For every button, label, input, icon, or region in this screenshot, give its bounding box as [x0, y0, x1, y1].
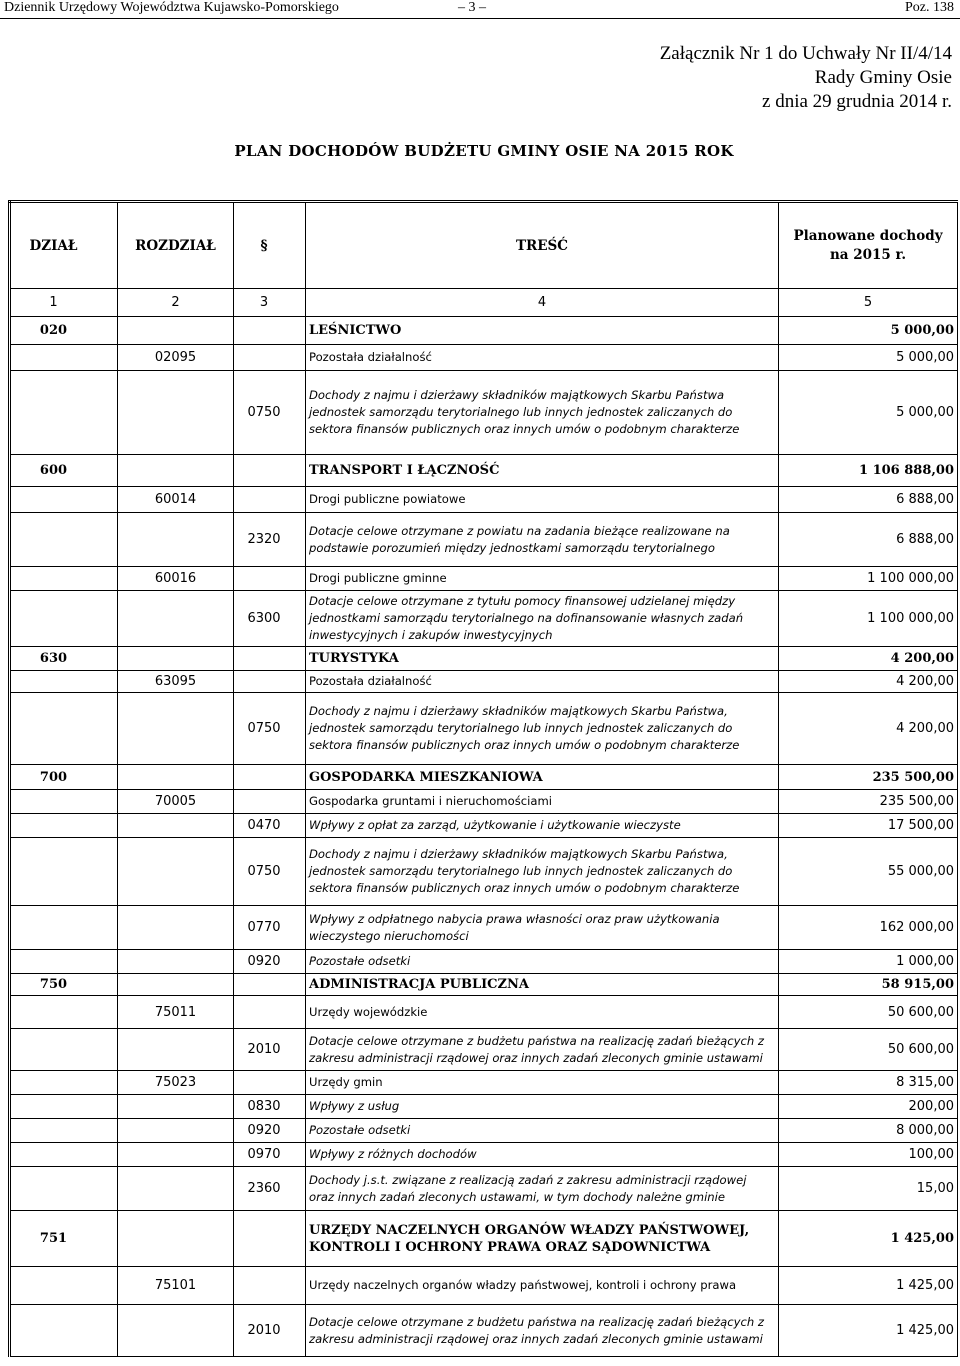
paragraph-cell — [234, 1071, 306, 1095]
text-cell: Drogi publiczne powiatowe — [306, 487, 779, 513]
paragraph-cell: 2360 — [234, 1167, 306, 1211]
position-number: Poz. 138 — [905, 0, 954, 15]
text-cell: Dotacje celowe otrzymane z tytułu pomocy finansowej udzielanej między jednostkami samorządu terytorialnego na dofinansowanie własnych zadań inwestycyjnych i zakupów inwestycyjnych — [306, 591, 779, 647]
dzial-cell — [10, 671, 118, 693]
table-row-par — [10, 1095, 958, 1119]
amount-cell: 162 000,00 — [779, 906, 958, 950]
rozdzial-cell: 70005 — [118, 790, 234, 814]
annex-line-2: Rady Gminy Osie — [814, 67, 952, 88]
amount-cell: 4 200,00 — [779, 647, 958, 671]
text-cell: Dochody z najmu i dzierżawy składników majątkowych Skarbu Państwa jednostek samorządu terytorialnego lub innych jednostek zaliczanych do sektora finansów publicznych oraz innych umów o podobnym charakterze — [306, 371, 779, 455]
rozdzial-cell: 02095 — [118, 345, 234, 371]
header-dzial: DZIAŁ — [10, 202, 118, 289]
table-row-dzial — [10, 1211, 958, 1267]
text-cell: Wpływy z opłat za zarząd, użytkowanie i użytkowanie wieczyste — [306, 814, 779, 838]
table-row-dzial — [10, 765, 958, 790]
table-row-par — [10, 693, 958, 765]
table-row-rozdzial — [10, 996, 958, 1029]
table-row-rozdzial — [10, 487, 958, 513]
rozdzial-cell: 60016 — [118, 567, 234, 591]
table-row-par — [10, 371, 958, 455]
table-row-par — [10, 838, 958, 906]
rozdzial-cell — [118, 591, 234, 647]
dzial-cell — [10, 1305, 118, 1357]
column-number: 5 — [779, 289, 958, 317]
header-tresc: TREŚĆ — [306, 202, 779, 289]
amount-cell: 1 425,00 — [779, 1211, 958, 1267]
paragraph-cell — [234, 996, 306, 1029]
table-row-dzial — [10, 647, 958, 671]
paragraph-cell — [234, 765, 306, 790]
dzial-cell — [10, 1029, 118, 1071]
paragraph-cell — [234, 671, 306, 693]
paragraph-cell: 2010 — [234, 1029, 306, 1071]
table-row-par — [10, 950, 958, 974]
amount-cell: 5 000,00 — [779, 345, 958, 371]
amount-cell: 1 425,00 — [779, 1305, 958, 1357]
text-cell: Dochody z najmu i dzierżawy składników majątkowych Skarbu Państwa, jednostek samorządu terytorialnego lub innych jednostek zaliczanych do sektora finansów publicznych oraz innych umów o podobnym charakterze — [306, 838, 779, 906]
text-cell: URZĘDY NACZELNYCH ORGANÓW WŁADZY PAŃSTWOWEJ, KONTROLI I OCHRONY PRAWA ORAZ SĄDOWNICTWA — [306, 1211, 779, 1267]
table-row-rozdzial — [10, 567, 958, 591]
text-cell: Dotacje celowe otrzymane z powiatu na zadania bieżące realizowane na podstawie porozumień między jednostkami samorządu terytorialnego — [306, 513, 779, 567]
rozdzial-cell — [118, 371, 234, 455]
dzial-cell — [10, 814, 118, 838]
column-number: 1 — [10, 289, 118, 317]
dzial-cell — [10, 906, 118, 950]
column-number: 4 — [306, 289, 779, 317]
table-header-row — [10, 202, 958, 289]
document-title: PLAN DOCHODÓW BUDŻETU GMINY OSIE NA 2015 ROK — [234, 142, 734, 160]
annex-line-1: Załącznik Nr 1 do Uchwały Nr II/4/14 — [659, 43, 952, 64]
paragraph-cell — [234, 1267, 306, 1305]
rozdzial-cell — [118, 1119, 234, 1143]
paragraph-cell — [234, 1211, 306, 1267]
amount-cell: 5 000,00 — [779, 371, 958, 455]
dzial-cell — [10, 1095, 118, 1119]
rozdzial-cell — [118, 1143, 234, 1167]
rozdzial-cell — [118, 455, 234, 487]
paragraph-cell: 6300 — [234, 591, 306, 647]
text-cell: Drogi publiczne gminne — [306, 567, 779, 591]
amount-cell: 8 000,00 — [779, 1119, 958, 1143]
dzial-cell — [10, 996, 118, 1029]
dzial-cell: 630 — [10, 647, 118, 671]
text-cell: ADMINISTRACJA PUBLICZNA — [306, 974, 779, 996]
amount-cell: 4 200,00 — [779, 671, 958, 693]
dzial-cell: 600 — [10, 455, 118, 487]
text-cell: Dotacje celowe otrzymane z budżetu państwa na realizację zadań bieżących z zakresu administracji rządowej oraz innych zadań zleconych gminie ustawami — [306, 1305, 779, 1357]
dzial-cell — [10, 513, 118, 567]
table-row-par — [10, 1143, 958, 1167]
rozdzial-cell — [118, 765, 234, 790]
rozdzial-cell — [118, 513, 234, 567]
table-row-par — [10, 591, 958, 647]
rozdzial-cell — [118, 1305, 234, 1357]
amount-cell: 1 425,00 — [779, 1267, 958, 1305]
dzial-cell — [10, 371, 118, 455]
header-rule — [0, 18, 960, 19]
amount-cell: 8 315,00 — [779, 1071, 958, 1095]
dzial-cell — [10, 567, 118, 591]
annex-block — [660, 42, 952, 114]
text-cell: Urzędy naczelnych organów władzy państwowej, kontroli i ochrony prawa — [306, 1267, 779, 1305]
dzial-cell — [10, 487, 118, 513]
rozdzial-cell — [118, 814, 234, 838]
amount-cell: 200,00 — [779, 1095, 958, 1119]
amount-cell: 1 100 000,00 — [779, 591, 958, 647]
rozdzial-cell — [118, 1211, 234, 1267]
amount-cell: 15,00 — [779, 1167, 958, 1211]
table-row-rozdzial — [10, 671, 958, 693]
table-row-dzial — [10, 317, 958, 345]
text-cell: TURYSTYKA — [306, 647, 779, 671]
table-body — [10, 317, 958, 1357]
header-rozdzial: ROZDZIAŁ — [118, 202, 234, 289]
rozdzial-cell — [118, 1095, 234, 1119]
paragraph-cell — [234, 567, 306, 591]
text-cell: Urzędy wojewódzkie — [306, 996, 779, 1029]
dzial-cell: 750 — [10, 974, 118, 996]
text-cell: Dochody z najmu i dzierżawy składników majątkowych Skarbu Państwa, jednostek samorządu terytorialnego lub innych jednostek zaliczanych do sektora finansów publicznych oraz innych umów o podobnym charakterze — [306, 693, 779, 765]
table-row-par — [10, 513, 958, 567]
table-row-par — [10, 1167, 958, 1211]
text-cell: Dotacje celowe otrzymane z budżetu państwa na realizację zadań bieżących z zakresu administracji rządowej oraz innych zadań zleconych gminie ustawami — [306, 1029, 779, 1071]
paragraph-cell: 0750 — [234, 838, 306, 906]
dzial-cell — [10, 693, 118, 765]
table-row-rozdzial — [10, 1267, 958, 1305]
amount-cell: 100,00 — [779, 1143, 958, 1167]
annex-line-3: z dnia 29 grudnia 2014 r. — [762, 91, 952, 112]
dzial-cell — [10, 790, 118, 814]
rozdzial-cell — [118, 1167, 234, 1211]
column-number: 2 — [118, 289, 234, 317]
rozdzial-cell — [118, 974, 234, 996]
paragraph-cell: 0750 — [234, 371, 306, 455]
paragraph-cell: 2010 — [234, 1305, 306, 1357]
rozdzial-cell — [118, 950, 234, 974]
paragraph-cell: 0970 — [234, 1143, 306, 1167]
amount-cell: 17 500,00 — [779, 814, 958, 838]
paragraph-cell: 0470 — [234, 814, 306, 838]
paragraph-cell — [234, 790, 306, 814]
rozdzial-cell — [118, 1029, 234, 1071]
dzial-cell — [10, 1119, 118, 1143]
page-marker: – 3 – — [458, 0, 486, 15]
paragraph-cell: 0830 — [234, 1095, 306, 1119]
text-cell: TRANSPORT I ŁĄCZNOŚĆ — [306, 455, 779, 487]
rozdzial-cell: 75011 — [118, 996, 234, 1029]
rozdzial-cell — [118, 693, 234, 765]
column-number: 3 — [234, 289, 306, 317]
rozdzial-cell: 75101 — [118, 1267, 234, 1305]
text-cell: GOSPODARKA MIESZKANIOWA — [306, 765, 779, 790]
dzial-cell: 700 — [10, 765, 118, 790]
paragraph-cell — [234, 345, 306, 371]
table-row-rozdzial — [10, 345, 958, 371]
journal-name: Dziennik Urzędowy Województwa Kujawsko-Pomorskiego — [4, 0, 339, 15]
paragraph-cell: 0770 — [234, 906, 306, 950]
header-paragraph: § — [234, 202, 306, 289]
paragraph-cell — [234, 647, 306, 671]
paragraph-cell: 0920 — [234, 950, 306, 974]
table-row-par — [10, 1305, 958, 1357]
amount-cell: 5 000,00 — [779, 317, 958, 345]
table-row-par — [10, 1119, 958, 1143]
dzial-cell — [10, 1267, 118, 1305]
text-cell: Urzędy gmin — [306, 1071, 779, 1095]
paragraph-cell — [234, 487, 306, 513]
dzial-cell: 751 — [10, 1211, 118, 1267]
rozdzial-cell — [118, 906, 234, 950]
column-number-row — [10, 289, 958, 317]
paragraph-cell — [234, 455, 306, 487]
table-row-rozdzial — [10, 1071, 958, 1095]
amount-cell: 55 000,00 — [779, 838, 958, 906]
table-row-par — [10, 906, 958, 950]
rozdzial-cell — [118, 317, 234, 345]
amount-cell: 6 888,00 — [779, 487, 958, 513]
budget-table — [8, 200, 958, 1357]
paragraph-cell — [234, 317, 306, 345]
dzial-cell — [10, 1071, 118, 1095]
amount-cell: 58 915,00 — [779, 974, 958, 996]
amount-cell: 4 200,00 — [779, 693, 958, 765]
text-cell: Wpływy z odpłatnego nabycia prawa własności oraz praw użytkowania wieczystego nieruchomości — [306, 906, 779, 950]
paragraph-cell: 2320 — [234, 513, 306, 567]
text-cell: Dochody j.s.t. związane z realizacją zadań z zakresu administracji rządowej oraz innych zadań zleconych ustawami, w tym dochody należne gminie — [306, 1167, 779, 1211]
text-cell: Wpływy z różnych dochodów — [306, 1143, 779, 1167]
text-cell: Pozostała działalność — [306, 345, 779, 371]
table-row-dzial — [10, 974, 958, 996]
rozdzial-cell: 63095 — [118, 671, 234, 693]
text-cell: Gospodarka gruntami i nieruchomościami — [306, 790, 779, 814]
amount-cell: 6 888,00 — [779, 513, 958, 567]
rozdzial-cell — [118, 838, 234, 906]
amount-cell: 1 000,00 — [779, 950, 958, 974]
dzial-cell — [10, 1167, 118, 1211]
amount-cell: 235 500,00 — [779, 765, 958, 790]
amount-cell: 235 500,00 — [779, 790, 958, 814]
dzial-cell — [10, 838, 118, 906]
dzial-cell — [10, 345, 118, 371]
text-cell: Pozostałe odsetki — [306, 950, 779, 974]
paragraph-cell: 0920 — [234, 1119, 306, 1143]
text-cell: Pozostała działalność — [306, 671, 779, 693]
rozdzial-cell: 75023 — [118, 1071, 234, 1095]
page-header — [0, 0, 960, 20]
amount-cell: 1 100 000,00 — [779, 567, 958, 591]
table-row-dzial — [10, 455, 958, 487]
dzial-cell — [10, 1143, 118, 1167]
dzial-cell — [10, 950, 118, 974]
amount-cell: 1 106 888,00 — [779, 455, 958, 487]
table-row-rozdzial — [10, 790, 958, 814]
text-cell: Wpływy z usług — [306, 1095, 779, 1119]
dzial-cell: 020 — [10, 317, 118, 345]
amount-cell: 50 600,00 — [779, 1029, 958, 1071]
table-row-par — [10, 814, 958, 838]
dzial-cell — [10, 591, 118, 647]
paragraph-cell: 0750 — [234, 693, 306, 765]
table-row-par — [10, 1029, 958, 1071]
paragraph-cell — [234, 974, 306, 996]
text-cell: Pozostałe odsetki — [306, 1119, 779, 1143]
amount-cell: 50 600,00 — [779, 996, 958, 1029]
text-cell: LEŚNICTWO — [306, 317, 779, 345]
rozdzial-cell — [118, 647, 234, 671]
rozdzial-cell: 60014 — [118, 487, 234, 513]
header-planned: Planowane dochody na 2015 r. — [779, 202, 958, 289]
